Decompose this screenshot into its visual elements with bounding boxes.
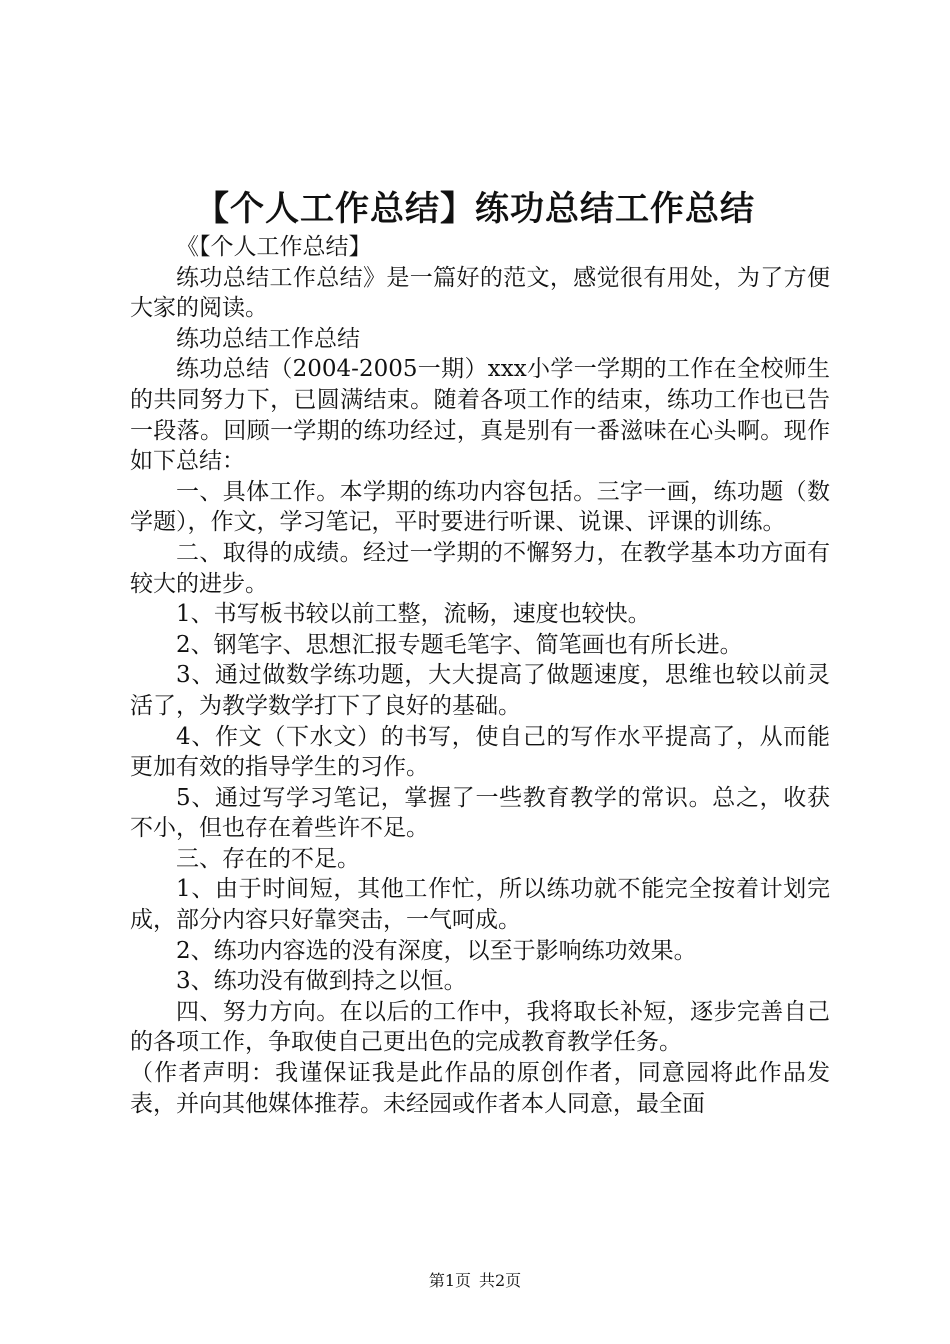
paragraph-intro-1: 《【个人工作总结】 bbox=[176, 234, 372, 260]
page-title: 【个人工作总结】练功总结工作总结 bbox=[195, 189, 755, 229]
page-footer bbox=[0, 1270, 950, 1292]
document-body bbox=[130, 232, 830, 1119]
paragraph-section-1: 一、具体工作。本学期的练功内容包括。三字一画，练功题（数学题），作文，学习笔记，平时要进行听课、说课、评课的训练。 bbox=[130, 478, 830, 536]
paragraph-achievement-2: 2、钢笔字、思想汇报专题毛笔字、简笔画也有所长进。 bbox=[176, 631, 743, 658]
paragraph-shortcoming-1: 1、由于时间短，其他工作忙，所以练功就不能完全按着计划完成，部分内容只好靠突击，一气呵成。 bbox=[130, 876, 830, 934]
paragraph-achievement-5: 5、通过写学习笔记，掌握了一些教育教学的常识。总之，收获不小，但也存在着些许不足。 bbox=[130, 784, 830, 842]
paragraph-shortcoming-3: 3、练功没有做到持之以恒。 bbox=[176, 968, 467, 995]
paragraph-subtitle: 练功总结工作总结 bbox=[176, 325, 360, 352]
paragraph-shortcoming-2: 2、练功内容选的没有深度，以至于影响练功效果。 bbox=[176, 937, 697, 964]
paragraph-intro-2: 练功总结工作总结》是一篇好的范文，感觉很有用处，为了方便大家的阅读。 bbox=[130, 264, 830, 322]
page-number: 第1页 bbox=[428, 1271, 471, 1290]
paragraph-author-statement: （作者声明：我谨保证我是此作品的原创作者，同意园将此作品发表，并向其他媒体推荐。未经园或作者本人同意，最全面 bbox=[130, 1060, 830, 1117]
paragraph-achievement-4: 4、作文（下水文）的书写，使自己的写作水平提高了，从而能更加有效的指导学生的习作。 bbox=[130, 723, 830, 781]
paragraph-section-3: 三、存在的不足。 bbox=[176, 845, 360, 872]
paragraph-achievement-3: 3、通过做数学练功题，大大提高了做题速度，思维也较以前灵活了，为教学数学打下了良好的基础。 bbox=[130, 662, 830, 719]
paragraph-achievement-1: 1、书写板书较以前工整，流畅，速度也较快。 bbox=[176, 601, 651, 628]
paragraph-overview: 练功总结（2004-2005一期）xxx小学一学期的工作在全校师生的共同努力下，已圆满结束。随着各项工作的结束，练功工作也已告一段落。回顾一学期的练功经过，真是别有一番滋味在心头啊。现作如下总结： bbox=[130, 356, 830, 475]
paragraph-section-4: 四、努力方向。在以后的工作中，我将取长补短，逐步完善自己的各项工作，争取使自己更出色的完成教育教学任务。 bbox=[130, 998, 830, 1056]
page-total: 共2页 bbox=[479, 1271, 522, 1290]
paragraph-section-2: 二、取得的成绩。经过一学期的不懈努力，在教学基本功方面有较大的进步。 bbox=[130, 539, 830, 597]
